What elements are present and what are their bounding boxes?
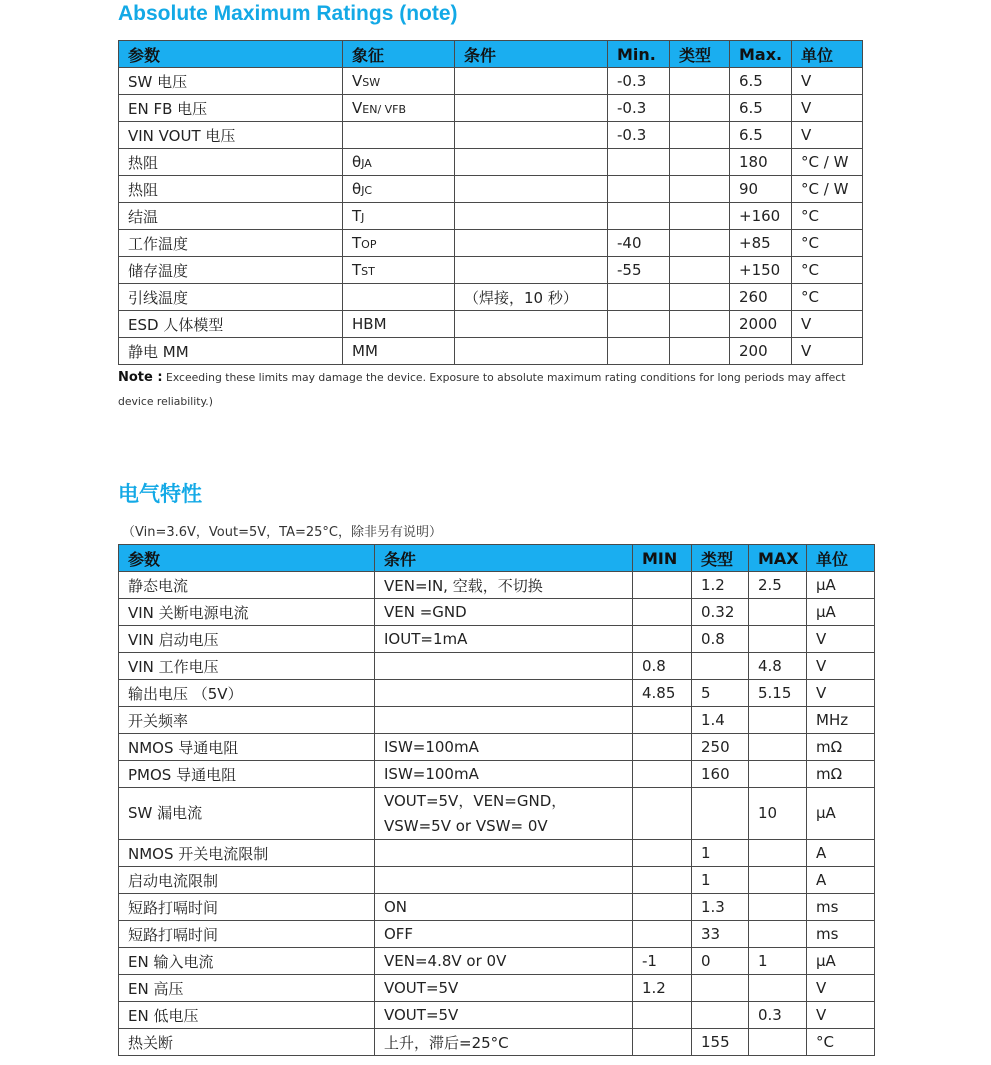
max-cell: 4.8	[749, 653, 807, 680]
min-cell	[633, 840, 692, 867]
typ-cell	[692, 975, 749, 1002]
condition-cell: ISW=100mA	[375, 761, 633, 788]
param-cell: 工作温度	[119, 230, 343, 257]
table-row	[119, 734, 875, 761]
param-cell: 静电 MM	[119, 338, 343, 365]
min-cell: -1	[633, 948, 692, 975]
typ-cell: 0.32	[692, 599, 749, 626]
param-cell: SW 电压	[119, 68, 343, 95]
condition-cell: OFF	[375, 921, 633, 948]
symbol-cell	[343, 176, 455, 203]
condition-cell: ISW=100mA	[375, 734, 633, 761]
max-cell: +85	[730, 230, 792, 257]
column-header: Max.	[730, 41, 792, 68]
unit-cell: V	[807, 975, 875, 1002]
max-cell	[749, 894, 807, 921]
absolute-max-ratings-table	[118, 40, 863, 365]
condition-cell	[455, 122, 608, 149]
unit-cell: ms	[807, 921, 875, 948]
min-cell	[633, 921, 692, 948]
max-cell	[749, 840, 807, 867]
max-cell: 90	[730, 176, 792, 203]
symbol-cell	[343, 122, 455, 149]
condition-cell	[455, 257, 608, 284]
max-cell: 200	[730, 338, 792, 365]
symbol-cell	[343, 149, 455, 176]
max-cell	[749, 734, 807, 761]
param-cell: 结温	[119, 203, 343, 230]
unit-cell: μA	[807, 948, 875, 975]
note	[118, 366, 863, 414]
condition-cell: 上升，滞后=25°C	[375, 1029, 633, 1056]
table-row	[119, 95, 863, 122]
symbol-main: T	[352, 234, 362, 252]
symbol-cell	[343, 68, 455, 95]
symbol-main: V	[352, 72, 363, 90]
max-cell: 0.3	[749, 1002, 807, 1029]
unit-cell: V	[792, 95, 863, 122]
min-cell: -55	[608, 257, 670, 284]
table-row	[119, 948, 875, 975]
param-cell: 短路打嗝时间	[119, 894, 375, 921]
symbol-main: θ	[352, 180, 362, 198]
typ-cell: 1	[692, 867, 749, 894]
unit-cell: μA	[807, 788, 875, 840]
table-row	[119, 975, 875, 1002]
column-header: 象征	[343, 41, 455, 68]
table-row	[119, 176, 863, 203]
typ-cell	[670, 176, 730, 203]
param-cell: EN 输入电流	[119, 948, 375, 975]
max-cell: 6.5	[730, 122, 792, 149]
min-cell: 4.85	[633, 680, 692, 707]
column-header: Min.	[608, 41, 670, 68]
unit-cell: V	[807, 653, 875, 680]
symbol-subscript: OP	[361, 238, 377, 251]
unit-cell: V	[792, 311, 863, 338]
section2-title: 电气特性	[118, 482, 202, 506]
column-header: 条件	[375, 545, 633, 572]
column-header: 参数	[119, 545, 375, 572]
param-cell: EN FB 电压	[119, 95, 343, 122]
table-row	[119, 867, 875, 894]
typ-cell: 155	[692, 1029, 749, 1056]
symbol-subscript: JA	[361, 157, 372, 170]
table-row	[119, 1002, 875, 1029]
typ-cell	[670, 230, 730, 257]
condition-cell: VOUT=5V	[375, 1002, 633, 1029]
symbol-main: T	[352, 261, 362, 279]
column-header: 类型	[670, 41, 730, 68]
table-row	[119, 230, 863, 257]
condition-cell	[375, 653, 633, 680]
note-text: Exceeding these limits may damage the device. Exposure to absolute maximum rating conditions for long periods may affect device reliability.)	[118, 371, 846, 408]
unit-cell: V	[807, 680, 875, 707]
min-cell: -0.3	[608, 122, 670, 149]
symbol-main: V	[352, 99, 363, 117]
note-label: Note :	[118, 370, 163, 385]
condition-cell: VOUT=5V，VEN=GND，VSW=5V or VSW= 0V	[375, 788, 633, 840]
param-cell: VIN VOUT 电压	[119, 122, 343, 149]
param-cell: PMOS 导通电阻	[119, 761, 375, 788]
unit-cell: °C	[792, 203, 863, 230]
typ-cell: 5	[692, 680, 749, 707]
typ-cell	[692, 653, 749, 680]
param-cell: 热关断	[119, 1029, 375, 1056]
param-cell: 储存温度	[119, 257, 343, 284]
condition-cell	[455, 149, 608, 176]
param-cell: 静态电流	[119, 572, 375, 599]
min-cell	[633, 599, 692, 626]
condition-cell: VEN=4.8V or 0V	[375, 948, 633, 975]
max-cell	[749, 975, 807, 1002]
unit-cell: V	[807, 626, 875, 653]
min-cell: -0.3	[608, 95, 670, 122]
param-cell: VIN 关断电源电流	[119, 599, 375, 626]
max-cell	[749, 599, 807, 626]
param-cell: 开关频率	[119, 707, 375, 734]
min-cell	[633, 707, 692, 734]
typ-cell: 160	[692, 761, 749, 788]
symbol-cell	[343, 284, 455, 311]
column-header: 参数	[119, 41, 343, 68]
typ-cell: 0.8	[692, 626, 749, 653]
unit-cell: A	[807, 840, 875, 867]
condition-cell: （焊接，10 秒）	[455, 284, 608, 311]
param-cell: VIN 工作电压	[119, 653, 375, 680]
electrical-characteristics-table	[118, 544, 875, 1056]
max-cell: +160	[730, 203, 792, 230]
table-row	[119, 338, 863, 365]
max-cell: 6.5	[730, 68, 792, 95]
param-cell: SW 漏电流	[119, 788, 375, 840]
column-header: 单位	[807, 545, 875, 572]
max-cell: +150	[730, 257, 792, 284]
table-row	[119, 707, 875, 734]
unit-cell: °C	[792, 284, 863, 311]
typ-cell	[670, 149, 730, 176]
table-header-row	[119, 41, 863, 68]
table-row	[119, 122, 863, 149]
symbol-cell	[343, 338, 455, 365]
max-cell	[749, 761, 807, 788]
condition-cell	[455, 176, 608, 203]
typ-cell	[670, 338, 730, 365]
unit-cell: V	[807, 1002, 875, 1029]
max-cell: 2.5	[749, 572, 807, 599]
param-cell: EN 高压	[119, 975, 375, 1002]
unit-cell: °C	[792, 230, 863, 257]
max-cell: 1	[749, 948, 807, 975]
param-cell: 输出电压 （5V）	[119, 680, 375, 707]
table-row	[119, 257, 863, 284]
max-cell	[749, 867, 807, 894]
symbol-subscript: ST	[361, 265, 375, 278]
typ-cell	[670, 68, 730, 95]
max-cell: 2000	[730, 311, 792, 338]
typ-cell	[670, 203, 730, 230]
symbol-cell	[343, 311, 455, 338]
param-cell: 热阻	[119, 149, 343, 176]
condition-cell: VEN=IN, 空载，不切换	[375, 572, 633, 599]
table-row	[119, 653, 875, 680]
condition-cell	[455, 311, 608, 338]
min-cell: 1.2	[633, 975, 692, 1002]
symbol-subscript: J	[361, 211, 365, 224]
typ-cell	[670, 284, 730, 311]
condition-cell: IOUT=1mA	[375, 626, 633, 653]
column-header: MIN	[633, 545, 692, 572]
max-cell	[749, 626, 807, 653]
condition-cell	[455, 203, 608, 230]
symbol-subscript: JC	[361, 184, 373, 197]
typ-cell	[692, 1002, 749, 1029]
typ-cell	[670, 95, 730, 122]
unit-cell: °C / W	[792, 149, 863, 176]
param-cell: 短路打嗝时间	[119, 921, 375, 948]
symbol-cell	[343, 95, 455, 122]
condition-cell: ON	[375, 894, 633, 921]
condition-cell	[375, 707, 633, 734]
param-cell: EN 低电压	[119, 1002, 375, 1029]
symbol-subscript: SW	[362, 76, 381, 89]
param-cell: 启动电流限制	[119, 867, 375, 894]
min-cell	[633, 761, 692, 788]
max-cell	[749, 707, 807, 734]
condition-cell: VEN =GND	[375, 599, 633, 626]
unit-cell: mΩ	[807, 734, 875, 761]
symbol-cell	[343, 257, 455, 284]
min-cell: -40	[608, 230, 670, 257]
min-cell	[633, 788, 692, 840]
table-row	[119, 572, 875, 599]
min-cell	[633, 1029, 692, 1056]
max-cell: 10	[749, 788, 807, 840]
condition-cell: VOUT=5V	[375, 975, 633, 1002]
unit-cell: V	[792, 338, 863, 365]
table-row	[119, 149, 863, 176]
max-cell: 6.5	[730, 95, 792, 122]
column-header: MAX	[749, 545, 807, 572]
unit-cell: °C / W	[792, 176, 863, 203]
typ-cell	[670, 311, 730, 338]
symbol-cell	[343, 230, 455, 257]
param-cell: NMOS 导通电阻	[119, 734, 375, 761]
column-header: 单位	[792, 41, 863, 68]
unit-cell: A	[807, 867, 875, 894]
symbol-main: MM	[352, 342, 378, 360]
column-header: 条件	[455, 41, 608, 68]
min-cell: 0.8	[633, 653, 692, 680]
table-row	[119, 921, 875, 948]
condition-cell	[455, 230, 608, 257]
unit-cell: °C	[807, 1029, 875, 1056]
table-row	[119, 840, 875, 867]
table-row	[119, 680, 875, 707]
symbol-cell	[343, 203, 455, 230]
min-cell	[633, 734, 692, 761]
table-row	[119, 626, 875, 653]
unit-cell: mΩ	[807, 761, 875, 788]
condition-cell	[375, 680, 633, 707]
condition-cell	[455, 68, 608, 95]
typ-cell	[670, 122, 730, 149]
unit-cell: MHz	[807, 707, 875, 734]
min-cell	[633, 572, 692, 599]
typ-cell: 1.3	[692, 894, 749, 921]
symbol-main: T	[352, 207, 362, 225]
condition-cell	[455, 95, 608, 122]
min-cell	[608, 176, 670, 203]
table-row	[119, 788, 875, 840]
typ-cell	[692, 788, 749, 840]
max-cell: 5.15	[749, 680, 807, 707]
test-conditions: （Vin=3.6V，Vout=5V，TA=25°C，除非另有说明）	[122, 525, 442, 540]
table-row	[119, 894, 875, 921]
min-cell	[608, 149, 670, 176]
condition-cell	[455, 338, 608, 365]
table-row	[119, 68, 863, 95]
unit-cell: V	[792, 122, 863, 149]
column-header: 类型	[692, 545, 749, 572]
table-row	[119, 284, 863, 311]
section1-title: Absolute Maximum Ratings (note)	[118, 2, 458, 25]
min-cell	[633, 1002, 692, 1029]
unit-cell: V	[792, 68, 863, 95]
table-row	[119, 761, 875, 788]
min-cell	[608, 338, 670, 365]
symbol-main: HBM	[352, 315, 387, 333]
param-cell: 引线温度	[119, 284, 343, 311]
param-cell: 热阻	[119, 176, 343, 203]
min-cell: -0.3	[608, 68, 670, 95]
min-cell	[608, 311, 670, 338]
max-cell	[749, 1029, 807, 1056]
min-cell	[633, 894, 692, 921]
min-cell	[608, 284, 670, 311]
table-row	[119, 1029, 875, 1056]
min-cell	[608, 203, 670, 230]
param-cell: NMOS 开关电流限制	[119, 840, 375, 867]
min-cell	[633, 867, 692, 894]
typ-cell: 33	[692, 921, 749, 948]
table-header-row	[119, 545, 875, 572]
symbol-main: θ	[352, 153, 362, 171]
param-cell: ESD 人体模型	[119, 311, 343, 338]
typ-cell: 1.2	[692, 572, 749, 599]
typ-cell: 1	[692, 840, 749, 867]
symbol-subscript: EN/ VFB	[362, 103, 407, 116]
param-cell: VIN 启动电压	[119, 626, 375, 653]
typ-cell	[670, 257, 730, 284]
max-cell	[749, 921, 807, 948]
max-cell: 180	[730, 149, 792, 176]
condition-cell	[375, 867, 633, 894]
typ-cell: 0	[692, 948, 749, 975]
max-cell: 260	[730, 284, 792, 311]
condition-cell	[375, 840, 633, 867]
unit-cell: μA	[807, 572, 875, 599]
typ-cell: 1.4	[692, 707, 749, 734]
typ-cell: 250	[692, 734, 749, 761]
table-row	[119, 203, 863, 230]
unit-cell: ms	[807, 894, 875, 921]
table-row	[119, 599, 875, 626]
min-cell	[633, 626, 692, 653]
table-row	[119, 311, 863, 338]
unit-cell: μA	[807, 599, 875, 626]
unit-cell: °C	[792, 257, 863, 284]
